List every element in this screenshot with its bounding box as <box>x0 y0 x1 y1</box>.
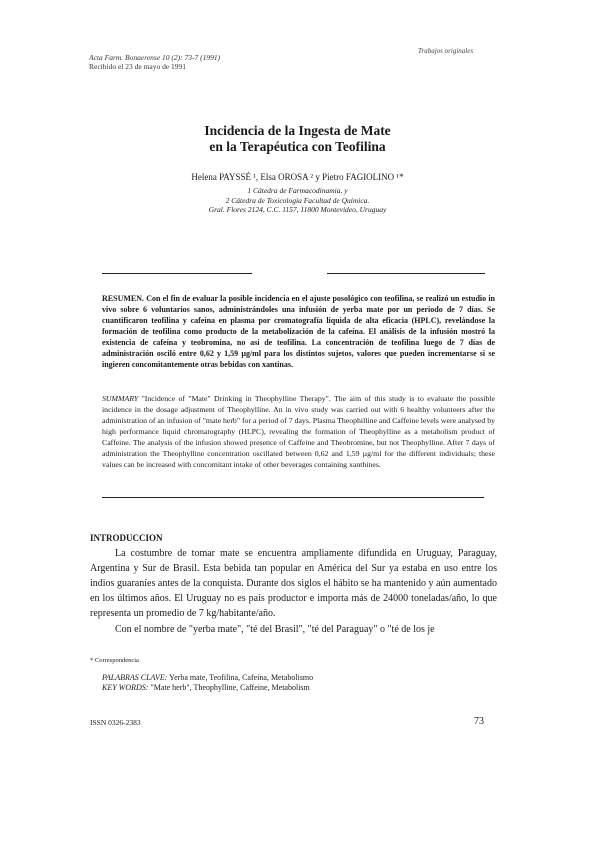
keywords-en-values: "Mate herb", Theophylline, Caffeine, Metabolism <box>150 682 310 692</box>
journal-citation <box>89 54 220 71</box>
resumen-label: RESUMEN. <box>102 294 145 303</box>
section-tag: Trabajos originales <box>418 47 474 55</box>
page-number: 73 <box>474 716 484 727</box>
issn: ISSN 0326-2383 <box>90 718 141 727</box>
title-line-1: Incidencia de la Ingesta de Mate <box>204 123 391 138</box>
resumen <box>102 293 495 370</box>
affiliation-1: 1 Cátedra de Farmacodinamia, y <box>247 186 348 195</box>
summary-label: SUMMARY <box>102 394 139 403</box>
title-line-2: en la Terapéutica con Teofilina <box>209 139 386 154</box>
affiliation-2: 2 Cátedra de Toxicología Facultad de Química. <box>225 195 370 205</box>
received-date: Recibido el 23 de mayo de 1991 <box>89 61 187 71</box>
abstract-bottom-rule <box>102 497 484 498</box>
intro-heading: INTRODUCCION <box>90 533 163 543</box>
authors: Helena PAYSSÉ ¹, Elsa OROSA ² y Pietro FAGIOLINO ¹* <box>191 172 404 182</box>
keywords-en <box>102 683 313 693</box>
journal-reference: Acta Farm. Bonaerense 10 (2): 73-7 (1991) <box>89 53 221 62</box>
affiliation-3: Gral. Flores 2124, C.C. 1157, 11800 Montevideo, Uruguay <box>208 205 387 214</box>
summary <box>102 393 495 470</box>
abstract-top-rule <box>102 273 252 274</box>
keywords-es <box>102 673 313 683</box>
resumen-text: Con el fin de evaluar la posible incidencia en el ajuste posológico con teofilina, se realizó un estudio in vivo sobre 6 voluntarios sanos, administrándoles una infusión de yerba mate por un período de 7 días. Se cuantificaron teofilina y cafeína en plasma por cromatografía líquida de alta eficacia (HPLC), revelándose la formación de teofilina como producto de la metabolización de la cafeína. El análisis de la infusión mostró la existencia de cafeína y teobromina, no así de teofilina. La concentración de teofilina luego de 7 días de administración osciló entre 0,62 y 1,59 µg/ml para los distintos sujetos, valores que pueden incrementarse si se ingieren concomitantemente otras bebidas con xantinas. <box>102 294 495 369</box>
article-title <box>0 123 595 155</box>
correspondence-note: * Correspondencia <box>90 657 139 664</box>
keywords-es-values: Yerba mate, Teofilina, Cafeína, Metabolismo <box>169 673 314 682</box>
intro-paragraph-2: Con el nombre de "yerba mate", "té del Brasil", "té del Paraguay" o "té de los je <box>115 624 435 635</box>
keywords <box>102 673 313 692</box>
affiliations <box>0 186 595 215</box>
abstract-top-rule-right <box>327 273 485 274</box>
keywords-en-label: KEY WORDS: <box>102 682 149 692</box>
intro-paragraph-1: La costumbre de tomar mate se encuentra ampliamente difundida en Uruguay, Paraguay, Argentina y Sur de Brasil. Esta bebida tan popular en América del Sur ya estaba en uso entre los indios guaraníes antes de la conquista. Durante dos siglos el hábito se ha mantenido y aún aumentado en los últimos años. El Uruguay no es país productor e importa más de 24000 toneladas/año, lo que representa un promedio de 7 kg/habitante/año. <box>90 548 497 619</box>
summary-text: "Incidence of "Mate" Drinking in Theophylline Therapy". The aim of this study is to evaluate the possible incidence in the dosage adjustment of Theophylline. An in vivo study was carried out with 6 healthy volunteers after the administration of an infusion of "mate herb" for a period of 7 days. Plasma Theophilline and Caffeine levels were analysed by high performance liquid chromatography (HLPC), revealing the formation of Theophylline as a metabolism product of Caffeine. The analysis of the infusion showed presence of Caffeine and Theobromine, but not Theophylline. After 7 days of administration the Theophylline concentration oscillated between 0,62 and 1,59 µg/ml for the different individuals; these values can be increased with concomitant intake of other beverages containing xanthines. <box>102 394 495 469</box>
keywords-es-label: PALABRAS CLAVE: <box>102 673 168 682</box>
